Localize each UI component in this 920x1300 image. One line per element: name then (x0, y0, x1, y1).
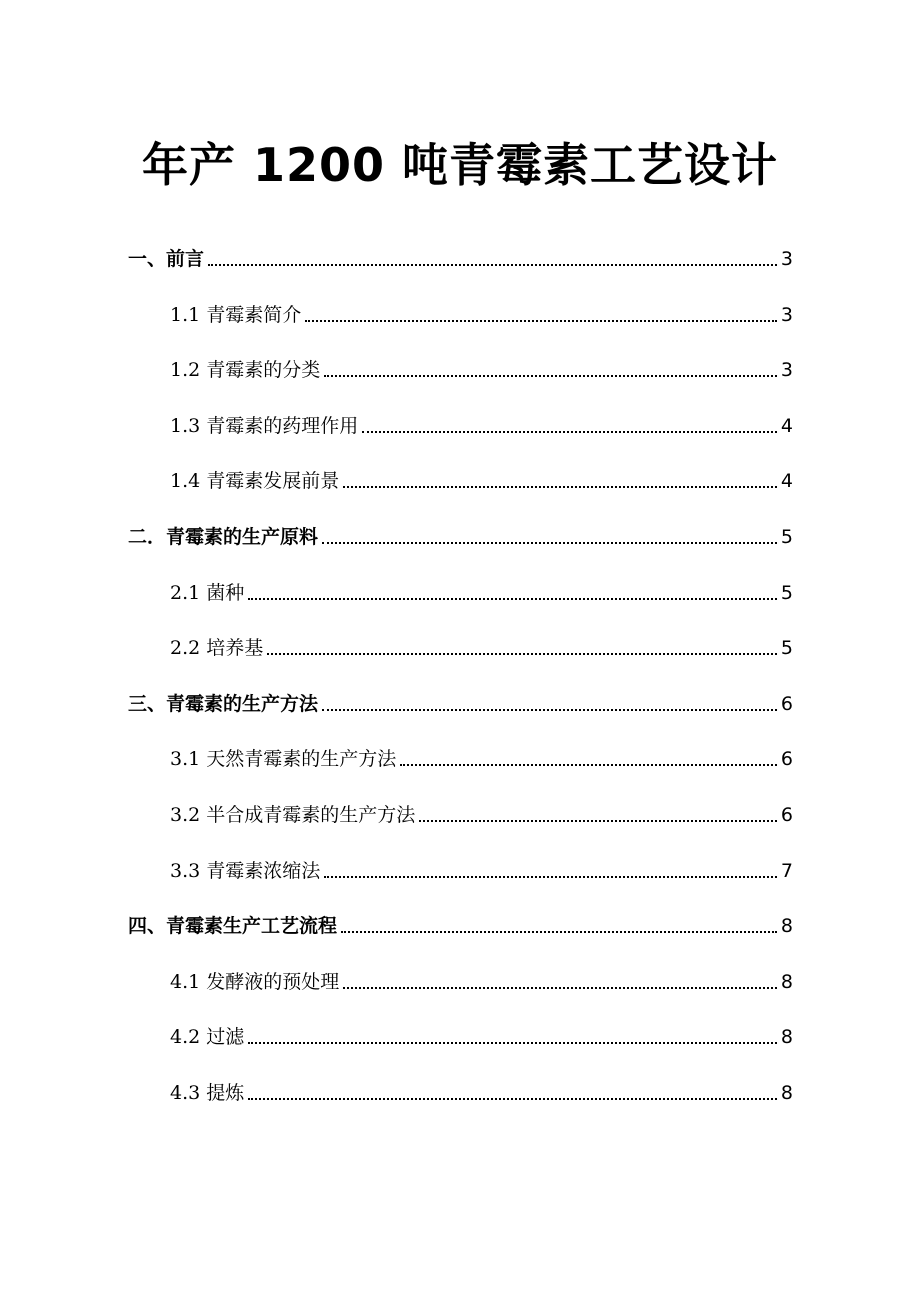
toc-entry[interactable] (128, 685, 793, 717)
toc-entry[interactable] (170, 1018, 793, 1050)
toc-entry-label: 2.2 培养基 (170, 637, 264, 660)
toc-page-number: 8 (780, 1082, 793, 1104)
toc-entry[interactable] (128, 240, 793, 272)
toc-dot-leader (419, 820, 777, 822)
toc-entry[interactable] (170, 629, 793, 661)
toc-page-number: 3 (780, 303, 793, 326)
toc-page-number: 4 (780, 470, 793, 493)
toc-entry-label: 3.1 天然青霉素的生产方法 (170, 748, 397, 771)
toc-page-number: 5 (780, 581, 793, 604)
toc-dot-leader (305, 320, 777, 322)
toc-page-number: 3 (780, 248, 793, 270)
toc-dot-leader (362, 431, 777, 433)
toc-page-number: 8 (780, 1026, 793, 1049)
toc-dot-leader (400, 764, 777, 766)
toc-entry[interactable] (170, 462, 793, 494)
toc-page-number: 8 (780, 970, 793, 993)
toc-entry[interactable] (170, 740, 793, 772)
toc-page-number: 3 (780, 359, 793, 382)
toc-entry-label: 一、前言 (128, 248, 205, 270)
toc-dot-leader (208, 264, 777, 266)
toc-entry-label: 三、青霉素的生产方法 (128, 692, 319, 715)
toc-entry[interactable] (170, 963, 793, 995)
toc-entry-label: 1.1 青霉素简介 (170, 303, 302, 326)
toc-entry-label: 2.1 菌种 (170, 581, 245, 604)
toc-entry[interactable] (128, 518, 793, 550)
toc-page-number: 6 (780, 692, 793, 715)
toc-entry[interactable] (170, 296, 793, 328)
toc-page-number: 6 (780, 748, 793, 771)
toc-entry-label: 1.2 青霉素的分类 (170, 359, 321, 382)
toc-entry[interactable] (170, 796, 793, 828)
toc-dot-leader (322, 542, 777, 544)
toc-page-number: 5 (780, 526, 793, 548)
toc-page-number: 5 (780, 637, 793, 660)
toc-entry[interactable] (170, 351, 793, 383)
toc-page-number: 8 (780, 915, 793, 938)
toc-page-number: 4 (780, 414, 793, 437)
document-title: 年产 1200 吨青霉素工艺设计 (141, 138, 779, 192)
toc-entry-label: 1.3 青霉素的药理作用 (170, 414, 359, 437)
toc-dot-leader (341, 931, 777, 933)
toc-entry-label: 四、青霉素生产工艺流程 (128, 915, 338, 938)
toc-dot-leader (343, 486, 777, 488)
toc-entry[interactable] (170, 407, 793, 439)
toc-entry[interactable] (128, 907, 793, 939)
toc-entry-label: 二．青霉素的生产原料 (128, 526, 319, 548)
toc-entry-label: 4.3 提炼 (170, 1082, 245, 1104)
toc-entry-label: 3.2 半合成青霉素的生产方法 (170, 804, 416, 826)
toc-entry[interactable] (170, 1074, 793, 1106)
toc-dot-leader (343, 987, 777, 989)
toc-entry[interactable] (170, 852, 793, 884)
toc-dot-leader (248, 1098, 777, 1100)
toc-entry-label: 4.1 发酵液的预处理 (170, 970, 340, 993)
toc-dot-leader (248, 598, 777, 600)
toc-dot-leader (324, 375, 777, 377)
toc-entry[interactable] (170, 574, 793, 606)
toc-entry-label: 3.3 青霉素浓缩法 (170, 859, 321, 882)
toc-dot-leader (324, 876, 777, 878)
toc-entry-label: 4.2 过滤 (170, 1026, 245, 1049)
toc-page-number: 6 (780, 804, 793, 826)
toc-entry-label: 1.4 青霉素发展前景 (170, 470, 340, 493)
toc-dot-leader (248, 1042, 777, 1044)
toc-page-number: 7 (780, 859, 793, 882)
toc-dot-leader (322, 709, 777, 711)
toc-dot-leader (267, 653, 777, 655)
